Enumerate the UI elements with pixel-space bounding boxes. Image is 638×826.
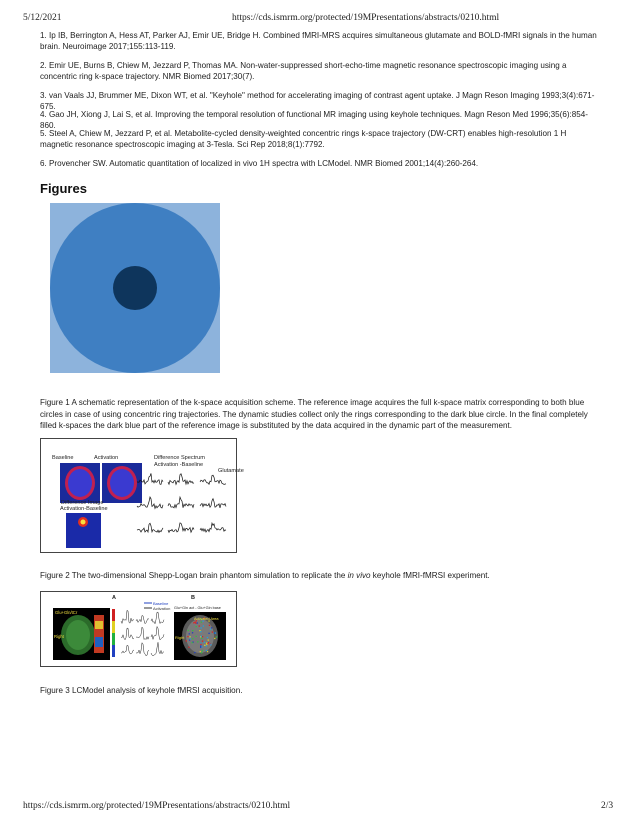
diff-spectrum-label: Difference Spectrum	[154, 455, 205, 461]
activation-label: Activation	[94, 455, 119, 461]
activation-dot	[192, 642, 193, 643]
activation-dot	[204, 642, 205, 643]
activation-dot	[192, 638, 193, 639]
colorbar	[112, 609, 115, 657]
activation-dot	[189, 636, 190, 637]
activation-dot	[202, 650, 203, 651]
activation-dot	[201, 627, 202, 628]
activation-dot	[206, 644, 207, 645]
phantom-simulation	[40, 438, 244, 553]
activated-area-label: Activated Area	[194, 617, 219, 621]
diff-image-sublabel: Activation-Baseline	[60, 506, 108, 512]
activation-dot	[208, 639, 209, 640]
reference-1: 1. Ip IB, Berrington A, Hess AT, Parker AJ, Emir UE, Bridge H. Combined fMRI-MRS acquires simultaneous glutamate and BOLD-fMRI signals in the human brain. Neuroimage 2017;155:113-119.	[40, 31, 597, 51]
panel-b-label: B	[191, 595, 195, 601]
activation-dot	[195, 623, 196, 624]
figure-3-image[interactable]	[40, 591, 237, 667]
legend-baseline: Baseline	[153, 601, 169, 606]
reference-3: 3. van Vaals JJ, Brummer ME, Dixon WT, et al. "Keyhole" method for accelerating imaging of contrast agent uptake. J Magn Reson Imaging 1993;3(4):671-675.	[40, 91, 595, 111]
diff-image-label: Difference Image	[61, 500, 104, 506]
activation-dot	[201, 636, 202, 637]
right-label-b: Right	[175, 635, 185, 640]
figures-heading: Figures	[40, 181, 87, 196]
activation-dot	[200, 631, 201, 632]
activation-dot	[211, 627, 212, 628]
activation-dot	[186, 640, 187, 641]
figure-2-caption	[40, 570, 602, 582]
activation-dot	[206, 643, 207, 644]
activation-dot	[199, 625, 200, 626]
activation-phantom	[102, 463, 142, 503]
activation-dot	[214, 638, 215, 639]
activation-dot	[200, 644, 201, 645]
activation-dot	[216, 636, 217, 637]
activation-dot	[210, 644, 211, 645]
kspace-diagram	[50, 203, 220, 373]
figure-2-caption-italic: in vivo	[347, 571, 371, 580]
activation-dot	[202, 636, 203, 637]
figure-2-image[interactable]	[40, 438, 244, 553]
activation-dot	[188, 630, 189, 631]
activation-dot	[197, 622, 198, 623]
page-number: 2/3	[601, 801, 614, 811]
activation-dot	[196, 636, 197, 637]
activation-dot	[207, 637, 208, 638]
activation-dot	[194, 652, 195, 653]
activation-dot	[196, 626, 197, 627]
activation-dot	[202, 641, 203, 642]
activation-dot	[201, 652, 202, 653]
activation-dot	[190, 638, 191, 639]
right-label-a: Right	[54, 634, 64, 639]
activation-dot	[206, 645, 207, 646]
diff-spectrum-sublabel: Activation -Baseline	[154, 462, 204, 468]
figure-1-caption: Figure 1 A schematic representation of the k-space acquisition scheme. The reference image acquires the full k-space matrix corresponding to both blue circles in case of using concentric ring trajectories. The dynamic studies collect only the rings corresponding to the dark blue circle. In the final completely filled k-spaces the dark blue part of the reference image is substituted by the data acquired in the dynamic part of the measurement.	[40, 398, 588, 430]
difference-image	[66, 513, 101, 548]
inner-kspace-circle	[113, 266, 157, 310]
activation-dot	[192, 630, 193, 631]
reference-5: 5. Steel A, Chiew M, Jezzard P, et al. Metabolite-cycled density-weighted concentric rings k-space trajectory (DW-CRT) enables high-resolution 1 H magnetic resonance spectroscopic imaging at 3-Tesla. Sci Rep 2018;8(1):7792.	[40, 129, 567, 149]
activation-dot	[200, 645, 201, 646]
print-date: 5/12/2021	[23, 13, 62, 23]
baseline-label: Baseline	[52, 455, 74, 461]
activation-dot	[206, 650, 207, 651]
baseline-phantom	[60, 463, 100, 503]
figure-1-image[interactable]	[50, 203, 220, 373]
ratio-label: Glu+Gln act - Glu+Gln base	[174, 606, 221, 610]
figure-2-caption-text: Figure 2 The two-dimensional Shepp-Logan brain phantom simulation to replicate the	[40, 571, 348, 580]
figure-2-caption-end: keyhole fMRI-fMRSI experiment.	[370, 571, 490, 580]
activation-dot	[200, 651, 201, 652]
glu-gln-tcr-label: Glu+Gln/tCr	[55, 610, 78, 615]
activation-dot	[189, 633, 190, 634]
activation-dot	[193, 622, 194, 623]
activation-dot	[192, 632, 193, 633]
glutamate-label: Glutamate	[218, 468, 244, 474]
reference-2: 2. Emir UE, Burns B, Chiew M, Jezzard P, Thomas MA. Non-water-suppressed short-echo-time magnetic resonance spectroscopic imaging using a concentric ring k-space trajectory. NMR Biomed 2017;30(7).	[40, 61, 567, 81]
activation-dot	[201, 638, 202, 639]
activation-dot	[204, 645, 205, 646]
legend-activation: Activation	[153, 606, 171, 611]
activation-dot	[210, 629, 211, 630]
activation-dot	[209, 625, 210, 626]
lcmodel-analysis	[40, 591, 237, 667]
reference-6: 6. Provencher SW. Automatic quantitation of localized in vivo 1H spectra with LCModel. NMR Biomed 2001;14(4):260-264.	[40, 159, 479, 168]
figure-3-caption: Figure 3 LCModel analysis of keyhole fMRSI acquisition.	[40, 686, 243, 695]
activation-dot	[200, 647, 201, 648]
print-url: https://cds.ismrm.org/protected/19MPresentations/abstracts/0210.html	[232, 13, 500, 23]
activation-dot	[197, 641, 198, 642]
reference-4: 4. Gao JH, Xiong J, Lai S, et al. Improving the temporal resolution of functional MR imaging using keyhole techniques. Magn Reson Med 1996;35(6):854-860.	[40, 110, 588, 130]
activation-dot	[208, 633, 209, 634]
activation-dot	[201, 622, 202, 623]
panel-a-label: A	[112, 595, 116, 601]
activation-dot	[215, 632, 216, 633]
activation-dot	[187, 636, 188, 637]
activation-dot	[203, 625, 204, 626]
activation-dot	[212, 631, 213, 632]
activation-dot	[188, 647, 189, 648]
footer-url: https://cds.ismrm.org/protected/19MPresentations/abstracts/0210.html	[23, 801, 291, 811]
